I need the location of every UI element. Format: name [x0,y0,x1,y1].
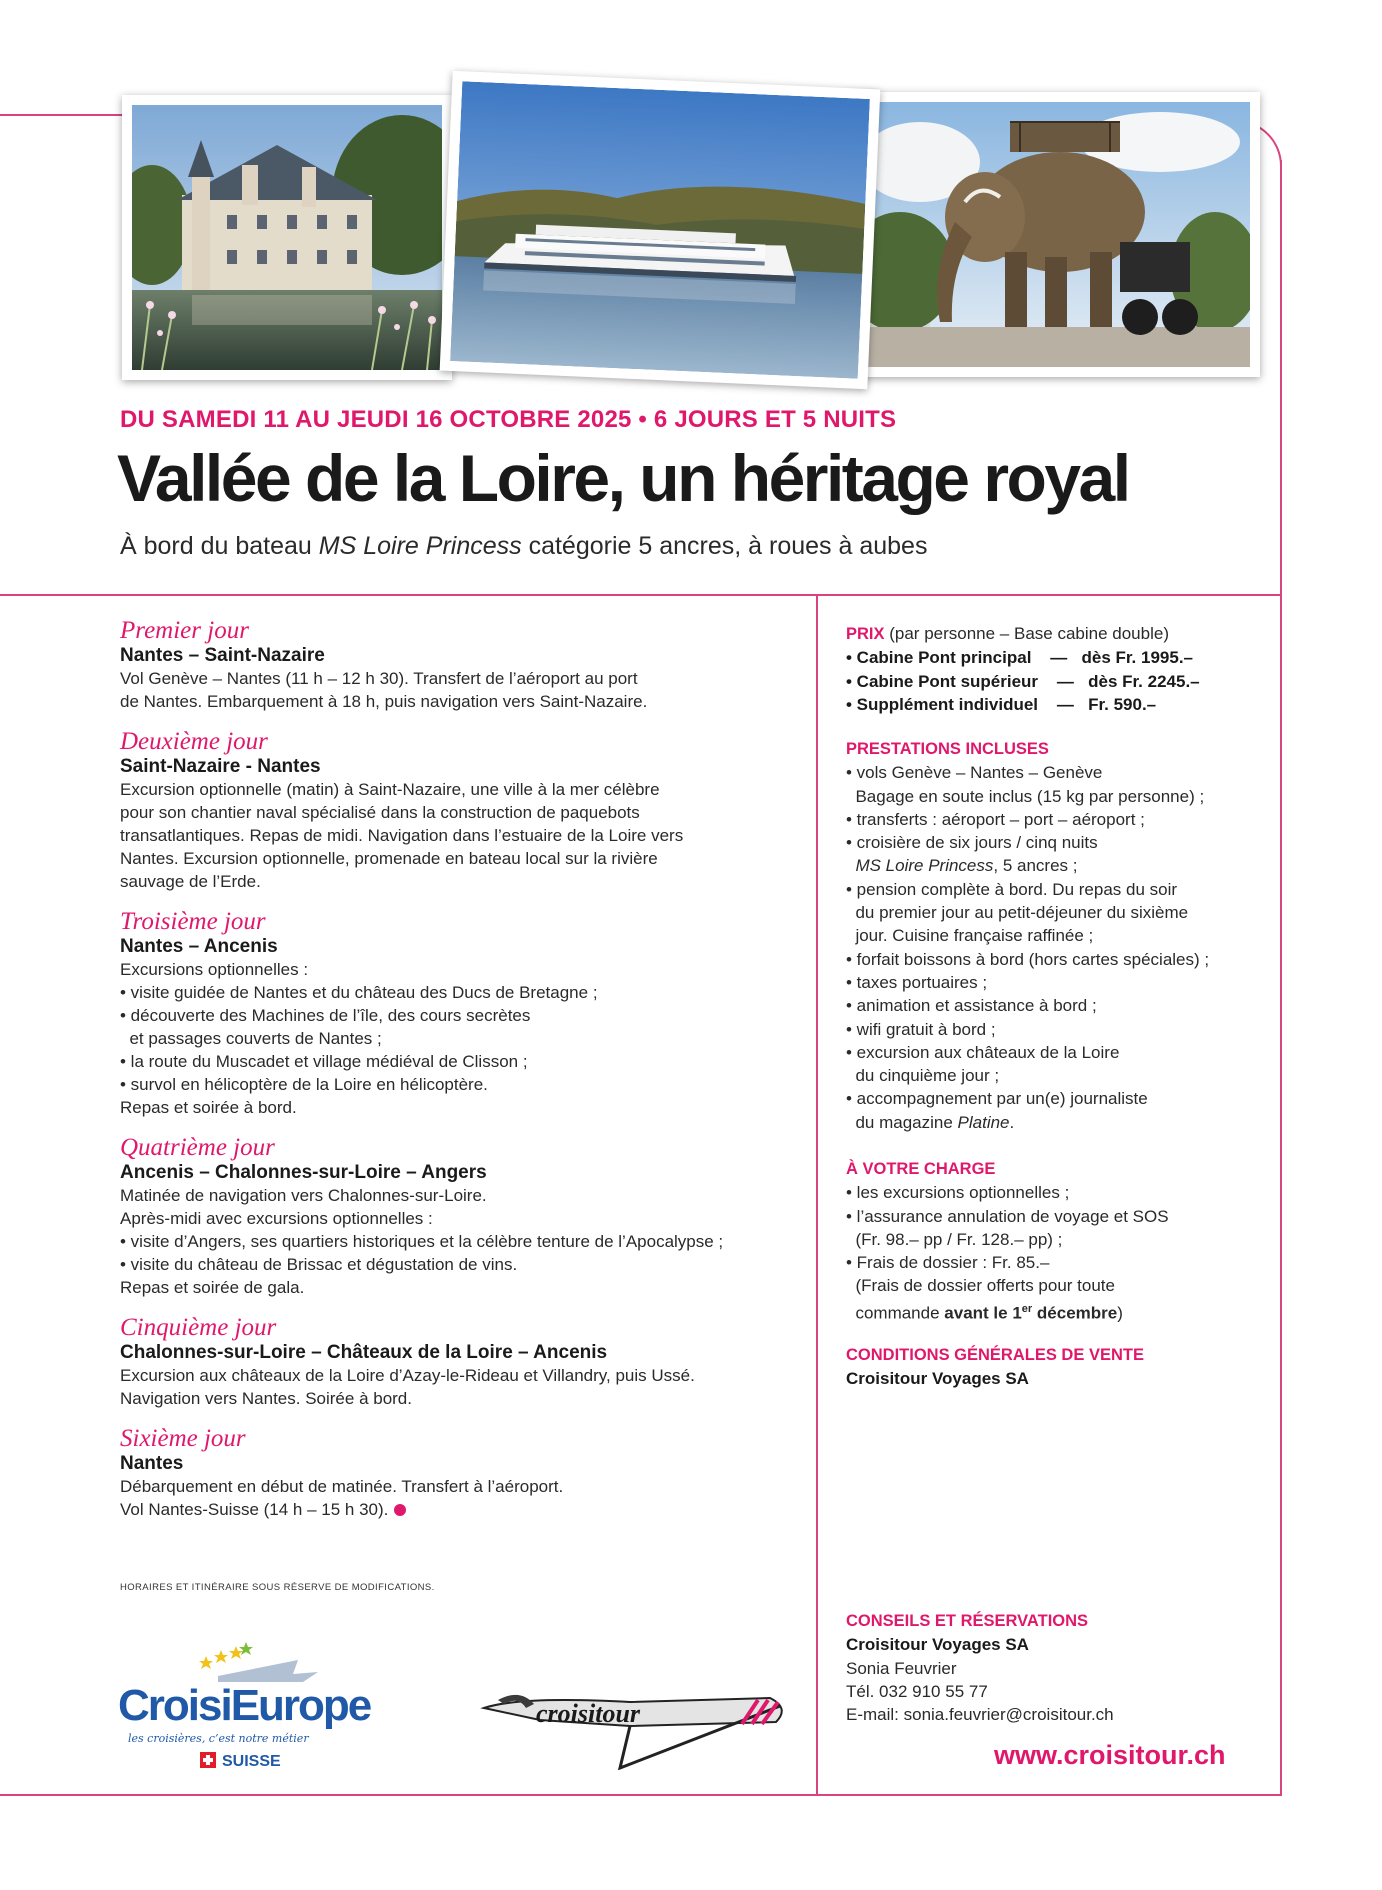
day-line-text: Vol Nantes-Suisse (14 h – 15 h 30). [120,1500,389,1519]
included-item: du cinquième jour ; [846,1066,1000,1086]
price-row: • Supplément individuel — Fr. 590.– [846,694,1157,714]
day-line-text: pour son chantier naval spécialisé dans la construction de paquebots [120,803,640,822]
day-route: Nantes – Ancenis [120,936,278,957]
charge-item: • l’assurance annulation de voyage et SOS [846,1206,1169,1226]
included-item: jour. Cuisine française raffinée ; [846,926,1094,946]
day-line [120,1253,800,1276]
day-label: Deuxième jour [120,728,268,755]
day-line-text: Vol Genève – Nantes (11 h – 12 h 30). Transfert de l’aéroport au port [120,669,638,688]
day-line [120,1498,800,1521]
mechanical-elephant-photo [850,92,1260,377]
croisitour-wordmark: croisitour [536,1699,641,1728]
magazine-before: du magazine [855,1112,958,1132]
day-line [120,1050,800,1073]
charge-item-last [846,1298,1266,1325]
day-line [120,1073,800,1096]
day-line-text: de Nantes. Embarquement à 18 h, puis navigation vers Saint-Nazaire. [120,692,648,711]
day-description [120,1184,800,1299]
day-description [120,778,800,893]
elephant-illustration [860,102,1250,367]
included-item-ship [846,854,1266,877]
day-line [120,801,800,824]
contact-company: Croisitour Voyages SA [846,1635,1029,1655]
day-line-text: sauvage de l’Erde. [120,872,261,891]
day-line-text: • découverte des Machines de l’île, des cours secrètes [120,1006,531,1025]
day-line [120,847,800,870]
day-line-text: Nantes. Excursion optionnelle, promenade en bateau local sur la rivière [120,849,658,868]
contact-phone[interactable]: Tél. 032 910 55 77 [846,1681,988,1701]
itinerary-note: HORAIRES ET ITINÉRAIRE SOUS RÉSERVE DE MODIFICATIONS. [120,1582,435,1593]
trip-dates: DU SAMEDI 11 AU JEUDI 16 OCTOBRE 2025 • 6 JOURS ET 5 NUITS [120,406,897,433]
day-line-text: Navigation vers Nantes. Soirée à bord. [120,1389,412,1408]
day-line [120,778,800,801]
day-line-text: Repas et soirée à bord. [120,1098,297,1117]
day-line [120,1475,800,1498]
conditions-company: Croisitour Voyages SA [846,1369,1029,1389]
price-row: • Cabine Pont principal — dès Fr. 1995.– [846,648,1193,668]
included-item: • taxes portuaires ; [846,972,988,992]
itinerary-day [120,729,800,893]
page-subtitle [120,532,927,561]
magazine-name: Platine [957,1112,1010,1132]
charge-last-bold2: décembre [1032,1303,1118,1323]
day-line-text: • survol en hélicoptère de la Loire en hélicoptère. [120,1075,488,1094]
day-label: Cinquième jour [120,1314,277,1341]
day-line [120,690,800,713]
contact-head: CONSEILS ET RÉSERVATIONS [846,1612,1089,1630]
day-line-text: • visite du château de Brissac et dégustation de vins. [120,1255,518,1274]
charge-section [846,1158,1266,1325]
croisieurope-wordmark: CroisiEurope [118,1681,371,1730]
river-boat-photo [440,71,881,389]
charge-item: (Fr. 98.– pp / Fr. 128.– pp) ; [846,1229,1063,1249]
day-description [120,958,800,1119]
itinerary-day [120,1135,800,1299]
end-dot-icon [394,1504,406,1516]
day-line-text: Excursions optionnelles : [120,960,309,979]
included-ship-name: MS Loire Princess [855,856,994,876]
day-line-text: Débarquement en début de matinée. Transfert à l’aéroport. [120,1477,564,1496]
chateau-photo [122,95,452,380]
day-line-text: Excursion aux châteaux de la Loire d’Azay-le-Rideau et Villandry, puis Ussé. [120,1366,695,1385]
day-line [120,1004,800,1027]
day-line [120,667,800,690]
day-line [120,1096,800,1119]
included-item: • croisière de six jours / cinq nuits [846,833,1098,853]
day-line-text: et passages couverts de Nantes ; [120,1029,382,1048]
day-line [120,1230,800,1253]
subtitle-ship: MS Loire Princess [318,532,522,560]
included-item: • animation et assistance à bord ; [846,996,1097,1016]
included-item: • wifi gratuit à bord ; [846,1019,996,1039]
croisieurope-logo-art [118,1638,378,1773]
included-ship-after: , 5 ancres ; [993,856,1078,876]
itinerary-day [120,1315,800,1410]
included-item: • transferts : aéroport – port – aéroport ; [846,809,1145,829]
day-line [120,1207,800,1230]
included-item: • excursion aux châteaux de la Loire [846,1042,1120,1062]
itinerary [120,618,800,1537]
charge-last-bold: avant le 1 [944,1303,1022,1323]
day-line-text: transatlantiques. Repas de midi. Navigation dans l’estuaire de la Loire vers [120,826,684,845]
charge-last-sup: er [1021,1302,1033,1315]
included-item: • vols Genève – Nantes – Genève [846,763,1103,783]
day-line [120,1276,800,1299]
day-label: Troisième jour [120,908,266,935]
website-link[interactable]: www.croisitour.ch [994,1740,1226,1770]
included-item-magazine [846,1111,1266,1134]
day-line-text: Repas et soirée de gala. [120,1278,305,1297]
contact-person: Sonia Feuvrier [846,1658,957,1678]
day-description [120,667,800,713]
day-description [120,1475,800,1521]
day-label: Quatrième jour [120,1134,275,1161]
croisitour-logo-art [480,1678,790,1770]
day-line [120,1387,800,1410]
day-line [120,1184,800,1207]
day-line-text: • la route du Muscadet et village médiéval de Clisson ; [120,1052,528,1071]
boat-illustration [450,81,870,379]
day-line [120,1364,800,1387]
day-line [120,824,800,847]
day-route: Ancenis – Chalonnes-sur-Loire – Angers [120,1162,487,1183]
frame-right-line [1280,160,1282,1796]
page-title: Vallée de la Loire, un héritage royal [117,441,1129,515]
header-divider [0,594,1282,596]
contact-section [846,1610,1266,1726]
price-head: PRIX [846,625,885,643]
day-route: Nantes [120,1453,184,1474]
price-row: • Cabine Pont supérieur — dès Fr. 2245.– [846,671,1200,691]
frame-bottom-line [0,1794,1282,1796]
conditions-section [846,1344,1266,1391]
charge-last-after: ) [1117,1303,1123,1323]
day-line-text: Matinée de navigation vers Chalonnes-sur-Loire. [120,1186,487,1205]
charge-last-before: commande [855,1303,945,1323]
day-line-text: • visite d’Angers, ses quartiers historiques et la célèbre tenture de l’Apocalypse ; [120,1232,724,1251]
price-head-note: (par personne – Base cabine double) [884,624,1169,643]
day-label: Premier jour [120,617,249,644]
included-item: • pension complète à bord. Du repas du soir [846,879,1178,899]
day-line [120,1027,800,1050]
contact-email[interactable]: E-mail: sonia.feuvrier@croisitour.ch [846,1705,1114,1725]
charge-item: (Frais de dossier offerts pour toute [846,1276,1115,1296]
day-line-text: • visite guidée de Nantes et du château des Ducs de Bretagne ; [120,983,598,1002]
charge-item: • les excursions optionnelles ; [846,1183,1070,1203]
included-item: du premier jour au petit-déjeuner du sixième [846,903,1189,923]
croisitour-logo [480,1678,790,1770]
croisieurope-tagline: les croisières, c’est notre métier [128,1732,309,1745]
croisieurope-country: SUISSE [222,1753,281,1770]
subtitle-after: catégorie 5 ancres, à roues à aubes [521,532,928,560]
day-line-text: Excursion optionnelle (matin) à Saint-Nazaire, une ville à la mer célèbre [120,780,660,799]
charge-item: • Frais de dossier : Fr. 85.– [846,1253,1050,1273]
column-divider [816,596,818,1796]
day-route: Nantes – Saint-Nazaire [120,645,325,666]
itinerary-day [120,1426,800,1521]
day-line [120,981,800,1004]
conditions-head: CONDITIONS GÉNÉRALES DE VENTE [846,1346,1144,1364]
day-line [120,958,800,981]
day-route: Saint-Nazaire - Nantes [120,756,321,777]
day-line-text: Après-midi avec excursions optionnelles : [120,1209,433,1228]
croisieurope-logo [118,1638,378,1773]
subtitle-before: À bord du bateau [120,532,319,560]
day-route: Chalonnes-sur-Loire – Châteaux de la Loire – Ancenis [120,1342,608,1363]
day-description [120,1364,800,1410]
included-head: PRESTATIONS INCLUSES [846,740,1049,758]
itinerary-day [120,909,800,1119]
day-line [120,870,800,893]
frame-top-left-line [0,114,122,116]
charge-head: À VOTRE CHARGE [846,1160,996,1178]
magazine-after: . [1009,1112,1015,1132]
included-item: Bagage en soute inclus (15 kg par personne) ; [846,786,1205,806]
included-item: • forfait boissons à bord (hors cartes spéciales) ; [846,949,1210,969]
included-item: • accompagnement par un(e) journaliste [846,1089,1148,1109]
day-label: Sixième jour [120,1425,246,1452]
chateau-illustration [132,105,442,370]
itinerary-day [120,618,800,713]
price-section [846,622,1266,716]
included-section [846,738,1266,1134]
